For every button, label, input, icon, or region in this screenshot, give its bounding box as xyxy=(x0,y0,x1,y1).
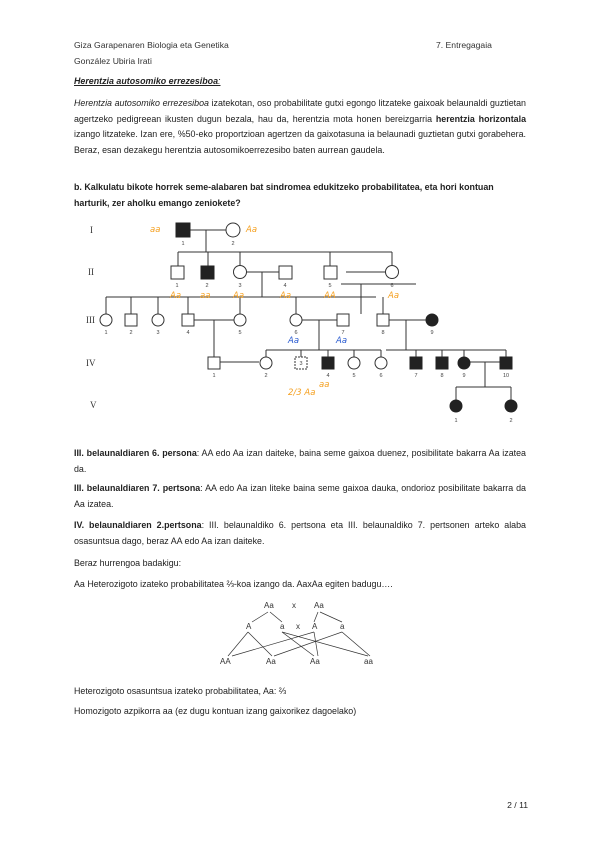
num-iii9: 9 xyxy=(430,330,434,336)
cross-x-top: x xyxy=(292,601,296,610)
num-iii7: 7 xyxy=(341,330,345,336)
num-iv6: 6 xyxy=(379,373,383,379)
i2-female xyxy=(226,223,240,237)
ii6-female xyxy=(386,266,399,279)
ii1-male xyxy=(171,266,184,279)
gamete-3: A xyxy=(312,622,318,631)
i1-affected-male xyxy=(176,223,190,237)
iv2-female xyxy=(260,357,272,369)
ann-i2: Aa xyxy=(246,225,258,235)
ann-ii3: Aa xyxy=(233,291,245,301)
ann-ii4: Aa xyxy=(280,291,292,301)
cross-parent-2: Aa xyxy=(314,601,324,610)
cross-x-gametes: x xyxy=(296,622,300,631)
iv10-affected-male xyxy=(500,357,512,369)
intro-paragraph xyxy=(74,96,526,158)
ann-ii2: aa xyxy=(200,291,211,301)
section-title-colon: : xyxy=(218,76,221,86)
num-i2: 2 xyxy=(231,241,235,247)
iv4-affected-male xyxy=(322,357,334,369)
note-iii-7 xyxy=(74,481,526,512)
num-iv4: 4 xyxy=(326,373,330,379)
course-title: Giza Garapenaren Biologia eta Genetika xyxy=(74,40,229,50)
ann-iii7: Aa xyxy=(336,336,348,346)
intro-bold: herentzia horizontala xyxy=(435,113,527,124)
v1-affected-female xyxy=(450,400,462,412)
iv9-affected-female xyxy=(458,357,470,369)
intro-text-1: izatekotan, oso probabilitate gutxi egongo litzateke gaixoak belaunaldi guztietan agertzeko pedigreean ikusten dugun bezala, hau da, herentzia mota honen bereizgarria xyxy=(74,98,526,124)
num-ii2: 2 xyxy=(205,283,209,289)
beraz-line: Beraz hurrengoa badakigu: xyxy=(74,558,182,568)
num-iv2: 2 xyxy=(264,373,268,379)
num-iv5: 5 xyxy=(352,373,356,379)
iii1-female xyxy=(100,314,112,326)
note-iv-2-label: IV. belaunaldiaren 2.pertsona xyxy=(74,520,202,530)
num-iv7: 7 xyxy=(414,373,418,379)
iii9-affected-female xyxy=(426,314,438,326)
num-iii5: 5 xyxy=(238,330,242,336)
hetero-probability-line: Aa Heterozigoto izateko probabilitatea ⅔-koa izango da. AaxAa egiten badugu…. xyxy=(74,579,393,589)
punnett-cross-diagram xyxy=(210,598,390,668)
offspring-aa-het-2: Aa xyxy=(310,657,320,666)
num-iii8: 8 xyxy=(381,330,385,336)
note-iii-7-label: III. belaunaldiaren 7. pertsona xyxy=(74,483,201,493)
page-number: 2 / 11 xyxy=(507,800,528,810)
num-iii6: 6 xyxy=(294,330,298,336)
iii6-female xyxy=(290,314,302,326)
pedigree-chart xyxy=(86,212,526,430)
note-iv-2 xyxy=(74,518,526,549)
ann-i1: aa xyxy=(150,225,161,235)
note-iii-6 xyxy=(74,446,526,477)
result-homozygote: Homozigoto azpikorra aa (ez dugu kontuan izang gaixorikez dagoelako) xyxy=(74,706,357,716)
section-title-text: Herentzia autosomiko errezesiboa xyxy=(74,76,219,86)
iv1-male xyxy=(208,357,220,369)
note-iii-6-text: : AA edo Aa izan daiteke, baina seme gaixoa duenez, posibilitate bakarra Aa izatea da. xyxy=(74,448,526,474)
gen-label-iv: IV xyxy=(86,358,96,368)
gamete-4: a xyxy=(340,622,345,631)
note-iii-7-text: : AA edo Aa izan liteke baina seme gaixoa dauka, ondorioz posibilitate bakarra da Aa izatea. xyxy=(74,483,526,509)
result-heterozygote: Heterozigoto osasuntsua izateko probabilitatea, Aa: ⅔ xyxy=(74,686,287,696)
num-iii3: 3 xyxy=(156,330,160,336)
gen-label-i: I xyxy=(90,225,93,235)
num-ii6: 6 xyxy=(390,283,394,289)
section-title xyxy=(74,76,221,86)
ii4-male xyxy=(279,266,292,279)
iv5-female xyxy=(348,357,360,369)
num-v1: 1 xyxy=(454,418,458,424)
iii3-female xyxy=(152,314,164,326)
question-b: b. Kalkulatu bikote horrek seme-alabaren bat sindromea edukitzeko probabilitatea, eta hori kontuan harturik, zer aholku emango zeniokete? xyxy=(74,182,494,208)
iii8-male xyxy=(377,314,389,326)
ann-iii6: Aa xyxy=(288,336,300,346)
v2-affected-female xyxy=(505,400,517,412)
gen-label-ii: II xyxy=(88,267,94,277)
note-iv-2-text: : III. belaunaldiko 6. pertsona eta III. belaunaldiko 7. pertsonen arteko alaba osasuntsua dago, beraz AA edo Aa izan daiteke. xyxy=(74,520,526,546)
num-ii1: 1 xyxy=(175,283,179,289)
cross-parent-1: Aa xyxy=(264,601,274,610)
ann-ii1: Aa xyxy=(170,291,182,301)
num-iv10: 10 xyxy=(502,373,510,379)
gen-label-iii: III xyxy=(86,315,95,325)
num-iv9: 9 xyxy=(462,373,466,379)
num-ii3: 3 xyxy=(238,283,242,289)
num-i1: 1 xyxy=(181,241,185,247)
num-iii1: 1 xyxy=(104,330,108,336)
num-iv3: 3 xyxy=(299,361,303,367)
ann-iv4: aa xyxy=(319,380,330,390)
ann-ii6: Aa xyxy=(388,291,400,301)
gen-label-v: V xyxy=(90,400,97,410)
iii7-male xyxy=(337,314,349,326)
num-iv1: 1 xyxy=(212,373,216,379)
ii5-male xyxy=(324,266,337,279)
num-ii5: 5 xyxy=(328,283,332,289)
ii3-female xyxy=(234,266,247,279)
gamete-2: a xyxy=(280,622,285,631)
iii5-female xyxy=(234,314,246,326)
gamete-1: A xyxy=(246,622,252,631)
iii2-male xyxy=(125,314,137,326)
offspring-aa-het-1: Aa xyxy=(266,657,276,666)
iv8-affected-male xyxy=(436,357,448,369)
assignment-label: 7. Entregagaia xyxy=(436,40,492,50)
num-iii4: 4 xyxy=(186,330,190,336)
ann-ii5: AA xyxy=(324,291,336,301)
ann-iv3: 2/3 Aa xyxy=(288,388,316,398)
offspring-aa-dominant: AA xyxy=(220,657,231,666)
num-iii2: 2 xyxy=(129,330,133,336)
intro-text-2: izango litzateke. Izan ere, %50-eko proportzioan agertzen da gaixotasuna ia belaunadi guztietan gutxi gorabehera. Beraz, esan dezakegu herentzia autosomikoerrezesibo baten aurrean gaudela. xyxy=(74,129,526,155)
note-iii-6-label: III. belaunaldiaren 6. persona xyxy=(74,448,197,458)
offspring-aa-recessive: aa xyxy=(364,657,373,666)
iii4-male xyxy=(182,314,194,326)
num-ii4: 4 xyxy=(283,283,287,289)
iv7-affected-male xyxy=(410,357,422,369)
num-v2: 2 xyxy=(509,418,513,424)
author-name: González Ubiria Irati xyxy=(74,56,152,66)
ii2-affected-male xyxy=(201,266,214,279)
iv6-female xyxy=(375,357,387,369)
num-iv8: 8 xyxy=(440,373,444,379)
intro-term: Herentzia autosomiko errezesiboa xyxy=(74,98,209,108)
